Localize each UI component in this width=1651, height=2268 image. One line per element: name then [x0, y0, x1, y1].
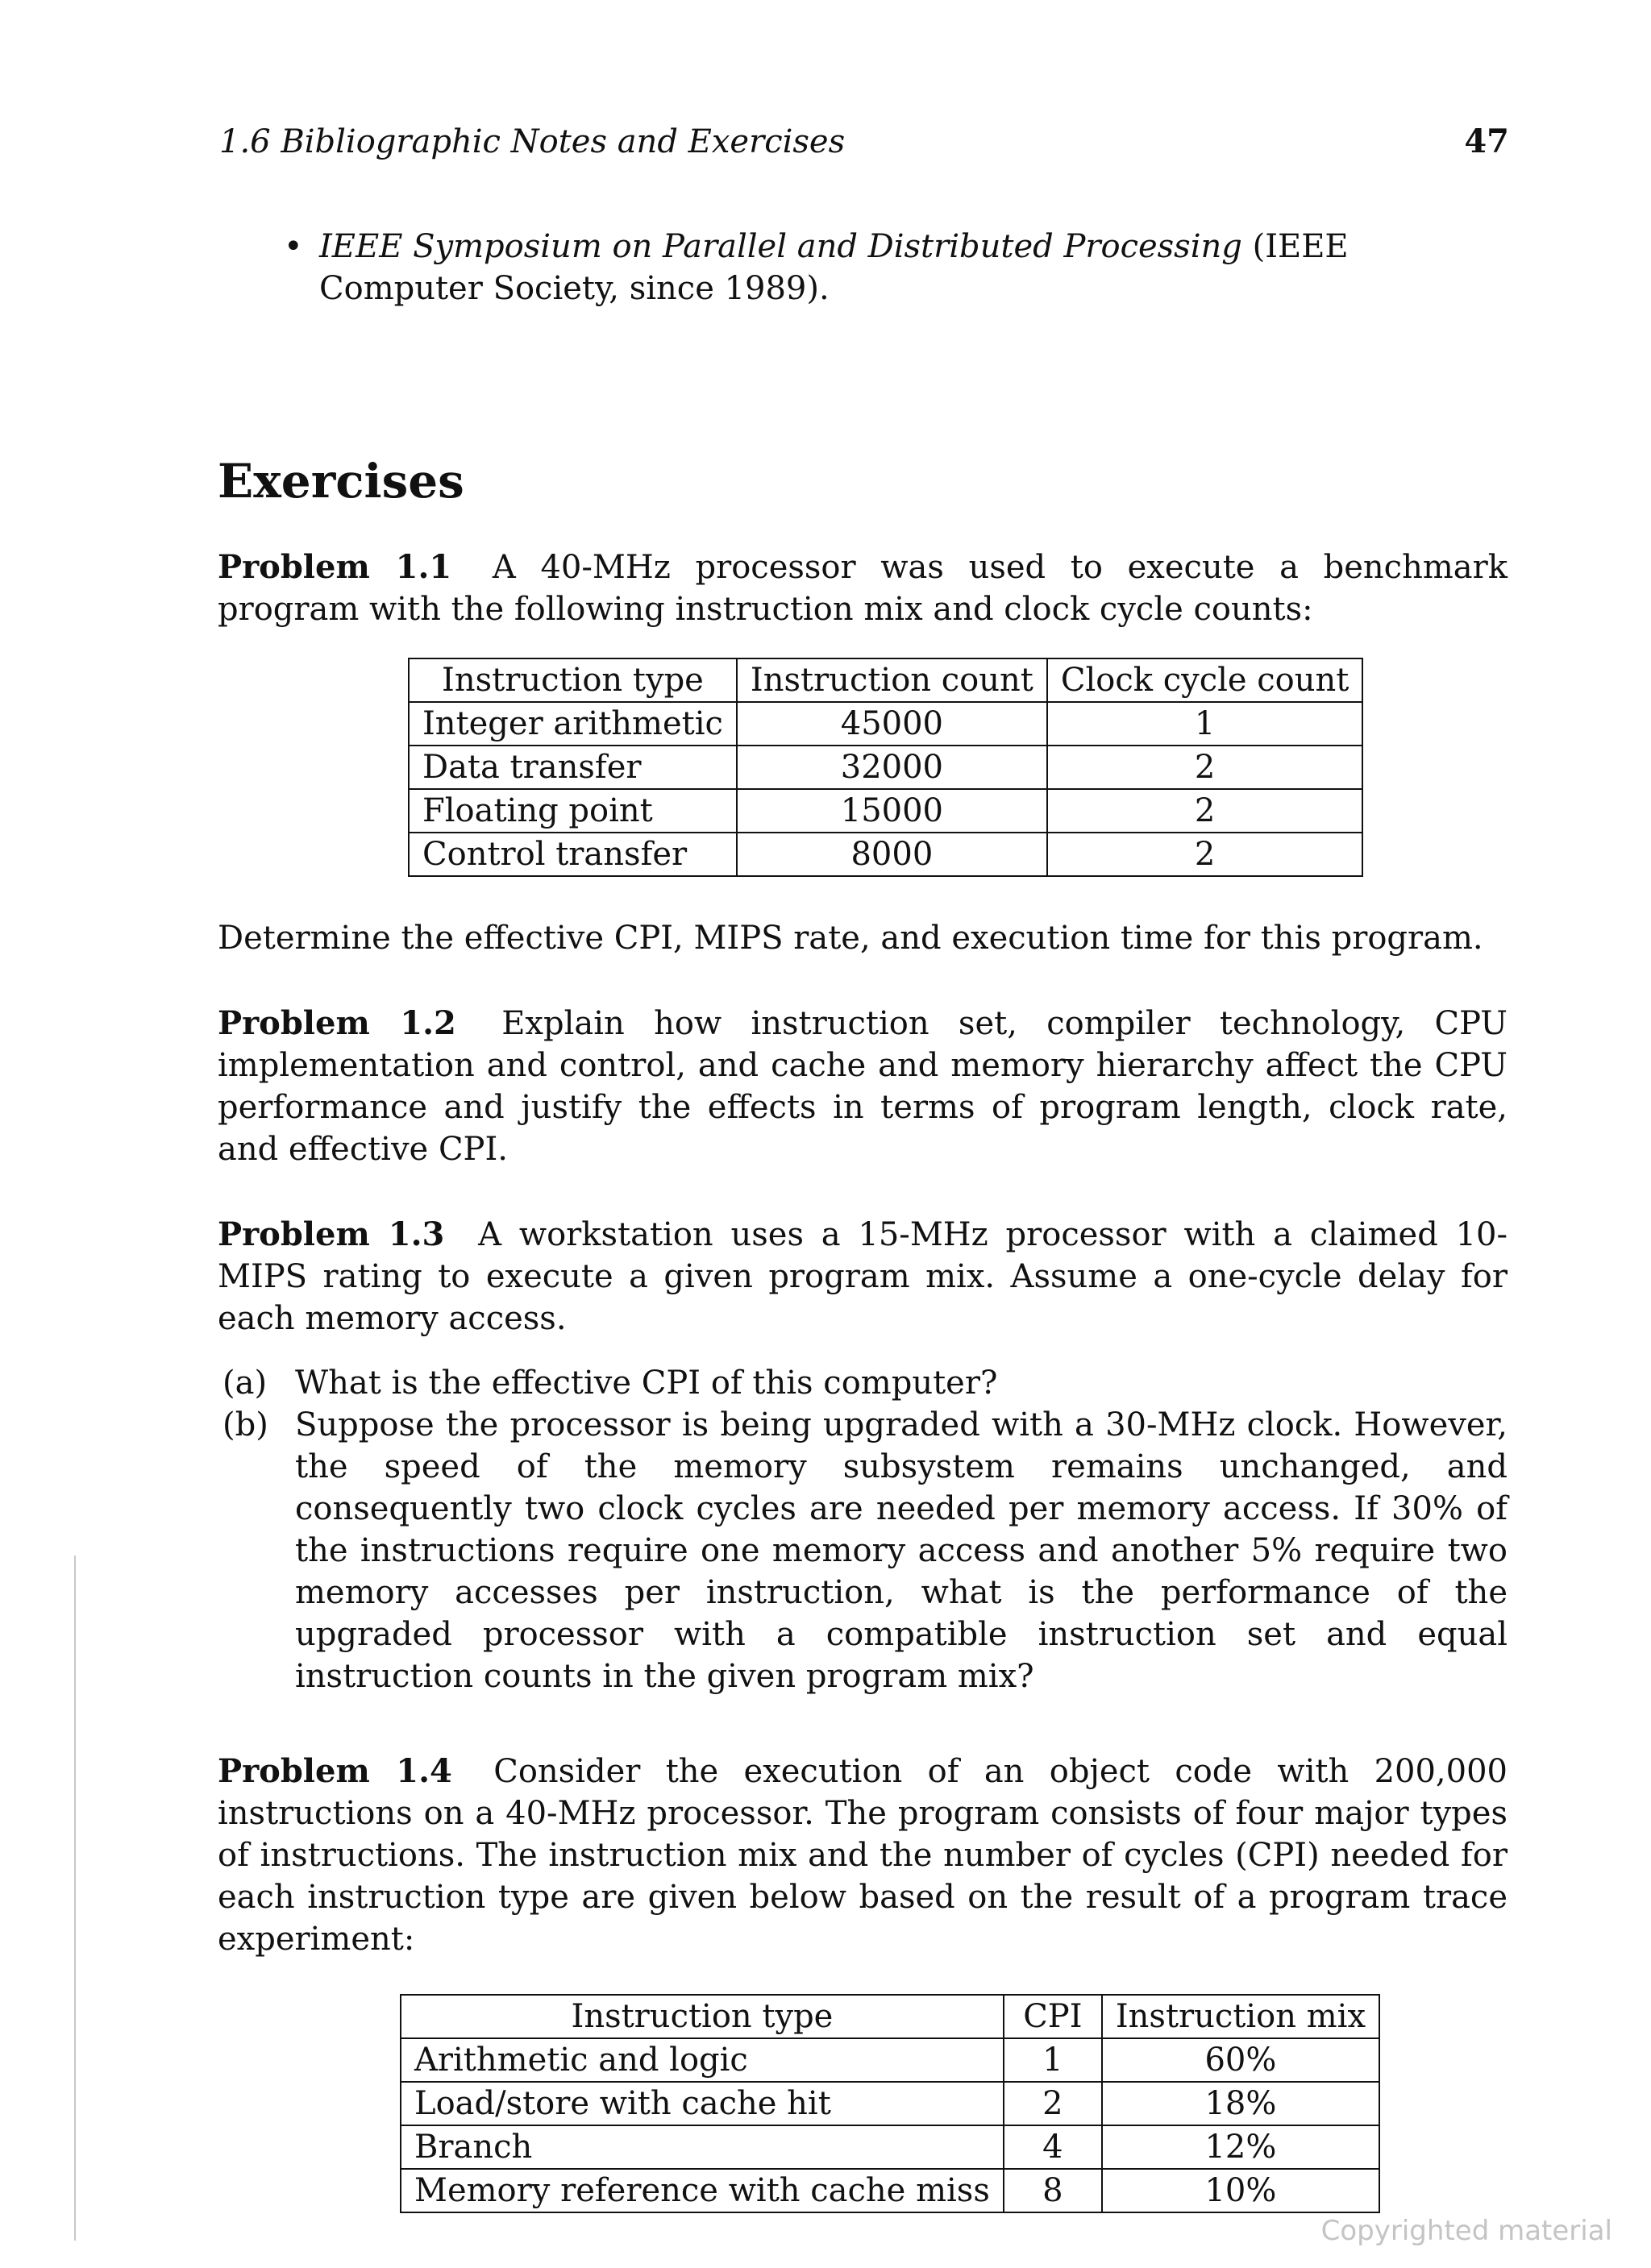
- table-row: [409, 746, 1362, 789]
- column-header: Instruction count: [737, 658, 1047, 702]
- column-header: Instruction mix: [1102, 1995, 1379, 2038]
- table-row: [409, 833, 1362, 876]
- running-title: 1.6 Bibliographic Notes and Exercises: [219, 123, 846, 160]
- problem-1-2: [218, 1003, 1508, 1170]
- problem-1-1-question: Determine the effective CPI, MIPS rate, and execution time for this program.: [218, 920, 1483, 957]
- table-row: [401, 2082, 1379, 2125]
- venue-details: (IEEE Computer Society, since 1989).: [319, 228, 1349, 307]
- column-header: CPI: [1004, 1995, 1102, 2038]
- bibliography-bullet-item: [284, 226, 1508, 309]
- table-cell: 45000: [737, 702, 1047, 746]
- problem-label: Problem 1.4: [218, 1752, 452, 1790]
- instruction-cycle-table: [408, 658, 1363, 877]
- sub-question-label: (a): [222, 1365, 268, 1402]
- table-cell: 2: [1047, 746, 1363, 789]
- table-row: [401, 2125, 1379, 2169]
- table-cell: 8: [1004, 2169, 1102, 2212]
- column-header: Instruction type: [401, 1995, 1004, 2038]
- table-row: [409, 702, 1362, 746]
- table-cell: 32000: [737, 746, 1047, 789]
- sub-question-label: (b): [222, 1406, 268, 1443]
- problem-label: Problem 1.2: [218, 1004, 456, 1042]
- problem-1-1: [218, 546, 1508, 630]
- table-row: [401, 2169, 1379, 2212]
- table-cell: 18%: [1102, 2082, 1379, 2125]
- copyright-watermark: Copyrighted material: [1320, 2215, 1612, 2247]
- table-cell: Floating point: [409, 789, 737, 833]
- column-header: Clock cycle count: [1047, 658, 1363, 702]
- problem-label: Problem 1.3: [218, 1215, 445, 1253]
- table-cell: 2: [1047, 789, 1363, 833]
- table-header-row: [401, 1995, 1379, 2038]
- table-cell: 1: [1004, 2038, 1102, 2082]
- instruction-mix-table: [400, 1994, 1380, 2213]
- table-cell: 2: [1004, 2082, 1102, 2125]
- table-cell: Data transfer: [409, 746, 737, 789]
- table-cell: Integer arithmetic: [409, 702, 737, 746]
- table-row: [401, 2038, 1379, 2082]
- table-cell: 10%: [1102, 2169, 1379, 2212]
- sub-question-text: Suppose the processor is being upgraded with a 30-MHz clock. However, the speed of the memory subsystem remains unchanged, and consequently two clock cycles are needed per memory access. If 30% of the instructions require one memory access and another 5% require two memory accesses per instruction, what is the performance of the upgraded processor with a compatible instruction set and equal instruction counts in the given program mix?: [295, 1406, 1508, 1695]
- table-cell: Load/store with cache hit: [401, 2082, 1004, 2125]
- table-cell: Memory reference with cache miss: [401, 2169, 1004, 2212]
- table-row: [409, 789, 1362, 833]
- table-cell: 60%: [1102, 2038, 1379, 2082]
- sub-question-text: What is the effective CPI of this computer?: [295, 1365, 998, 1402]
- section-heading: Exercises: [218, 454, 464, 509]
- scan-margin-line: [74, 1556, 76, 2241]
- problem-1-3-parts: [222, 1362, 1508, 1697]
- problem-text: Explain how instruction set, compiler technology, CPU implementation and control, and cache and memory hierarchy affect the CPU performance and justify the effects in terms of program length, clock rate, and effective CPI.: [218, 1005, 1508, 1168]
- table-cell: 4: [1004, 2125, 1102, 2169]
- page-number: 47: [1464, 123, 1509, 160]
- venue-name: IEEE Symposium on Parallel and Distributed Processing: [319, 228, 1242, 265]
- problem-text: Consider the execution of an object code with 200,000 instructions on a 40-MHz processor. The program consists of four major types of instructions. The instruction mix and the number of cycles (CPI) needed for each instruction type are given below based on the result of a program trace experiment:: [218, 1753, 1508, 1958]
- bullet-icon: •: [284, 228, 303, 265]
- problem-1-4: [218, 1751, 1508, 1960]
- page-content: [218, 226, 1508, 2213]
- bullet-text: [319, 226, 1508, 309]
- problem-text: A workstation uses a 15-MHz processor with a claimed 10-MIPS rating to execute a given program mix. Assume a one-cycle delay for each memory access.: [218, 1216, 1508, 1337]
- sub-question: [222, 1404, 1508, 1697]
- sub-question: [222, 1362, 1508, 1404]
- running-header: [219, 123, 1509, 160]
- problem-1-3: [218, 1214, 1508, 1340]
- table-cell: 8000: [737, 833, 1047, 876]
- table-cell: 2: [1047, 833, 1363, 876]
- table-cell: 1: [1047, 702, 1363, 746]
- table-cell: 12%: [1102, 2125, 1379, 2169]
- table-cell: 15000: [737, 789, 1047, 833]
- table-header-row: [409, 658, 1362, 702]
- column-header: Instruction type: [409, 658, 737, 702]
- problem-label: Problem 1.1: [218, 548, 452, 586]
- problem-text: A 40-MHz processor was used to execute a benchmark program with the following instruction mix and clock cycle counts:: [218, 549, 1508, 628]
- table-cell: Control transfer: [409, 833, 737, 876]
- table-cell: Branch: [401, 2125, 1004, 2169]
- table-cell: Arithmetic and logic: [401, 2038, 1004, 2082]
